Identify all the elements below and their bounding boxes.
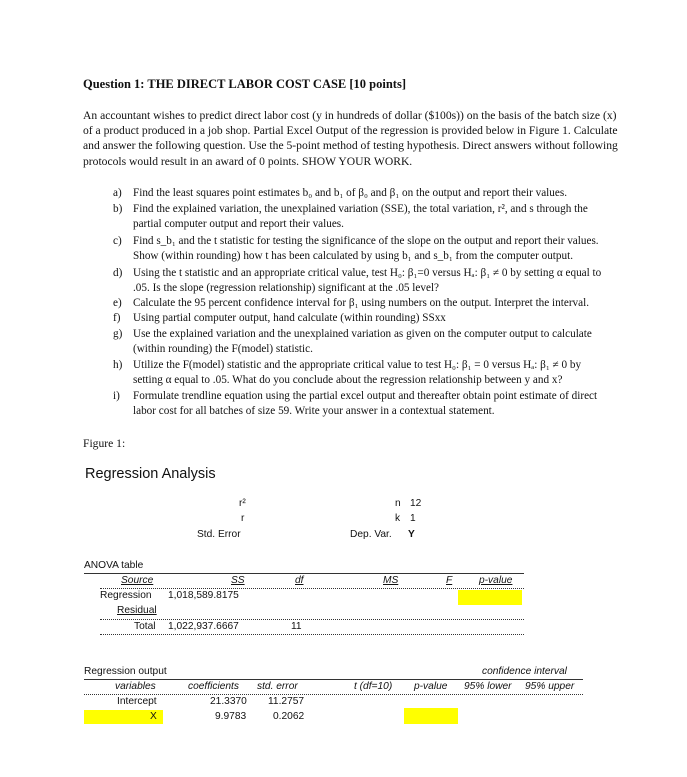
output-row-x-std-error: 0.2062 (273, 711, 305, 722)
item-line: Using the t statistic and an appropriate critical value, test H₀: β₁=0 versus Hₐ: β₁ ≠ 0 by setting α equal to (133, 267, 602, 279)
item-label: a) (113, 187, 122, 199)
anova-header-ms: MS (383, 575, 399, 586)
anova-row-total-ss: 1,022,937.6667 (168, 621, 239, 632)
item-line: Utilize the F(model) statistic and the appropriate critical value to test H₀: β₁ = 0 versus Hₐ: β₁ ≠ 0 by (133, 359, 582, 371)
item-label: b) (113, 203, 123, 215)
anova-header-source: Source (121, 575, 154, 586)
k-label: k (395, 513, 401, 524)
dep-var-value: Y (408, 529, 415, 540)
item-label: i) (113, 390, 120, 402)
item-label: e) (113, 297, 122, 309)
output-header-std-error: std. error (257, 681, 298, 692)
anova-row-residual-source: Residual (117, 605, 157, 616)
item-line: Find s_b₁ and the t statistic for testing the significance of the slope on the output and report their values. (133, 235, 599, 247)
output-row-intercept-variable: Intercept (117, 696, 157, 707)
anova-row-regression-ss: 1,018,589.8175 (168, 590, 239, 601)
item-label: d) (113, 267, 123, 279)
anova-total-rule (100, 634, 524, 635)
anova-header-df: df (295, 575, 304, 586)
item-label: f) (113, 312, 121, 324)
item-line: Show (within rounding) how t has been calculated by using b₁ and s_b₁ from the computer output. (133, 249, 573, 262)
regression-title: Regression Analysis (85, 466, 216, 482)
r2-label: r² (239, 498, 246, 509)
anova-header-rule (100, 588, 524, 589)
output-header-upper: 95% upper (525, 681, 575, 692)
item-line: partial computer output and report their values. (133, 217, 344, 230)
output-header-variables: variables (115, 681, 156, 692)
item-line: Find the least squares point estimates b₀ and b₁ of β₀ and β₁ on the output and report their values. (133, 187, 567, 199)
n-value: 12 (410, 498, 422, 509)
output-t-highlight[interactable] (404, 708, 458, 724)
intro-line: An accountant wishes to predict direct labor cost (y in hundreds of dollar ($100s)) on the basis of the batch size (x) (83, 109, 617, 122)
n-label: n (395, 498, 401, 509)
anova-row-regression-source: Regression (100, 590, 152, 601)
item-line: (within rounding) the F(model) statistic. (133, 342, 313, 355)
item-line: .05. Is the slope (regression relationship) significant at the .05 level? (133, 281, 440, 294)
output-row-intercept-std-error: 11.2757 (268, 696, 305, 707)
item-line: Calculate the 95 percent confidence interval for β₁ using numbers on the output. Interpret the interval. (133, 297, 590, 309)
output-row-x-coefficient: 9.9783 (215, 711, 247, 722)
item-line: labor cost for all batches of size 59. Write your answer in a contextual statement. (133, 404, 495, 417)
output-top-rule (84, 679, 583, 680)
dep-var-label: Dep. Var. (350, 529, 392, 540)
anova-pvalue-highlight[interactable] (458, 590, 522, 605)
anova-row-total-source: Total (134, 621, 156, 632)
intro-line: and answer the following question. Use the 5-point method of testing hypothesis. Direct answers without following (83, 139, 618, 153)
item-label: c) (113, 235, 122, 247)
item-label: g) (113, 328, 123, 340)
anova-header-ss: SS (231, 575, 245, 586)
std-error-label: Std. Error (197, 529, 241, 540)
output-header-coefficients: coefficients (188, 681, 239, 692)
output-header-rule (84, 694, 583, 695)
item-label: h) (113, 359, 123, 371)
anova-header-f: F (446, 575, 453, 586)
output-row-intercept-coefficient: 21.3370 (210, 696, 247, 707)
intro-line: of a product produced in a job shop. Partial Excel Output of the regression is provided below in Figure 1. Calculate (83, 124, 618, 138)
item-line: Using partial computer output, hand calculate (within rounding) SSxx (133, 312, 446, 324)
item-line: Find the explained variation, the unexplained variation (SSE), the total variation, r², and s through the (133, 203, 588, 215)
anova-residual-rule (100, 619, 524, 620)
item-line: Use the explained variation and the unexplained variation as given on the computer output to calculate (133, 328, 592, 340)
intro-line: protocols would result in an award of 0 points. SHOW YOUR WORK. (83, 154, 413, 168)
anova-top-rule (84, 573, 524, 574)
item-line: Formulate trendline equation using the partial excel output and thereafter obtain point estimate of direct (133, 390, 598, 402)
item-line: setting α equal to .05. What do you conclude about the regression relationship between y and x? (133, 373, 563, 386)
regression-output-title: Regression output (84, 666, 167, 677)
output-header-t: t (df=10) (354, 681, 393, 692)
output-header-lower: 95% lower (464, 681, 512, 692)
anova-row-total-df: 11 (291, 621, 302, 632)
output-row-x-variable: X (150, 711, 157, 722)
question-intro (83, 108, 631, 169)
r-label: r (241, 513, 245, 524)
confidence-interval-label: confidence interval (482, 666, 567, 677)
k-value: 1 (410, 513, 416, 524)
figure-label: Figure 1: (83, 437, 126, 450)
anova-header-pvalue: p-value (479, 575, 513, 586)
output-header-pvalue: p-value (414, 681, 448, 692)
anova-title: ANOVA table (84, 560, 144, 571)
question-title: Question 1: THE DIRECT LABOR COST CASE [10 points] (83, 77, 406, 91)
